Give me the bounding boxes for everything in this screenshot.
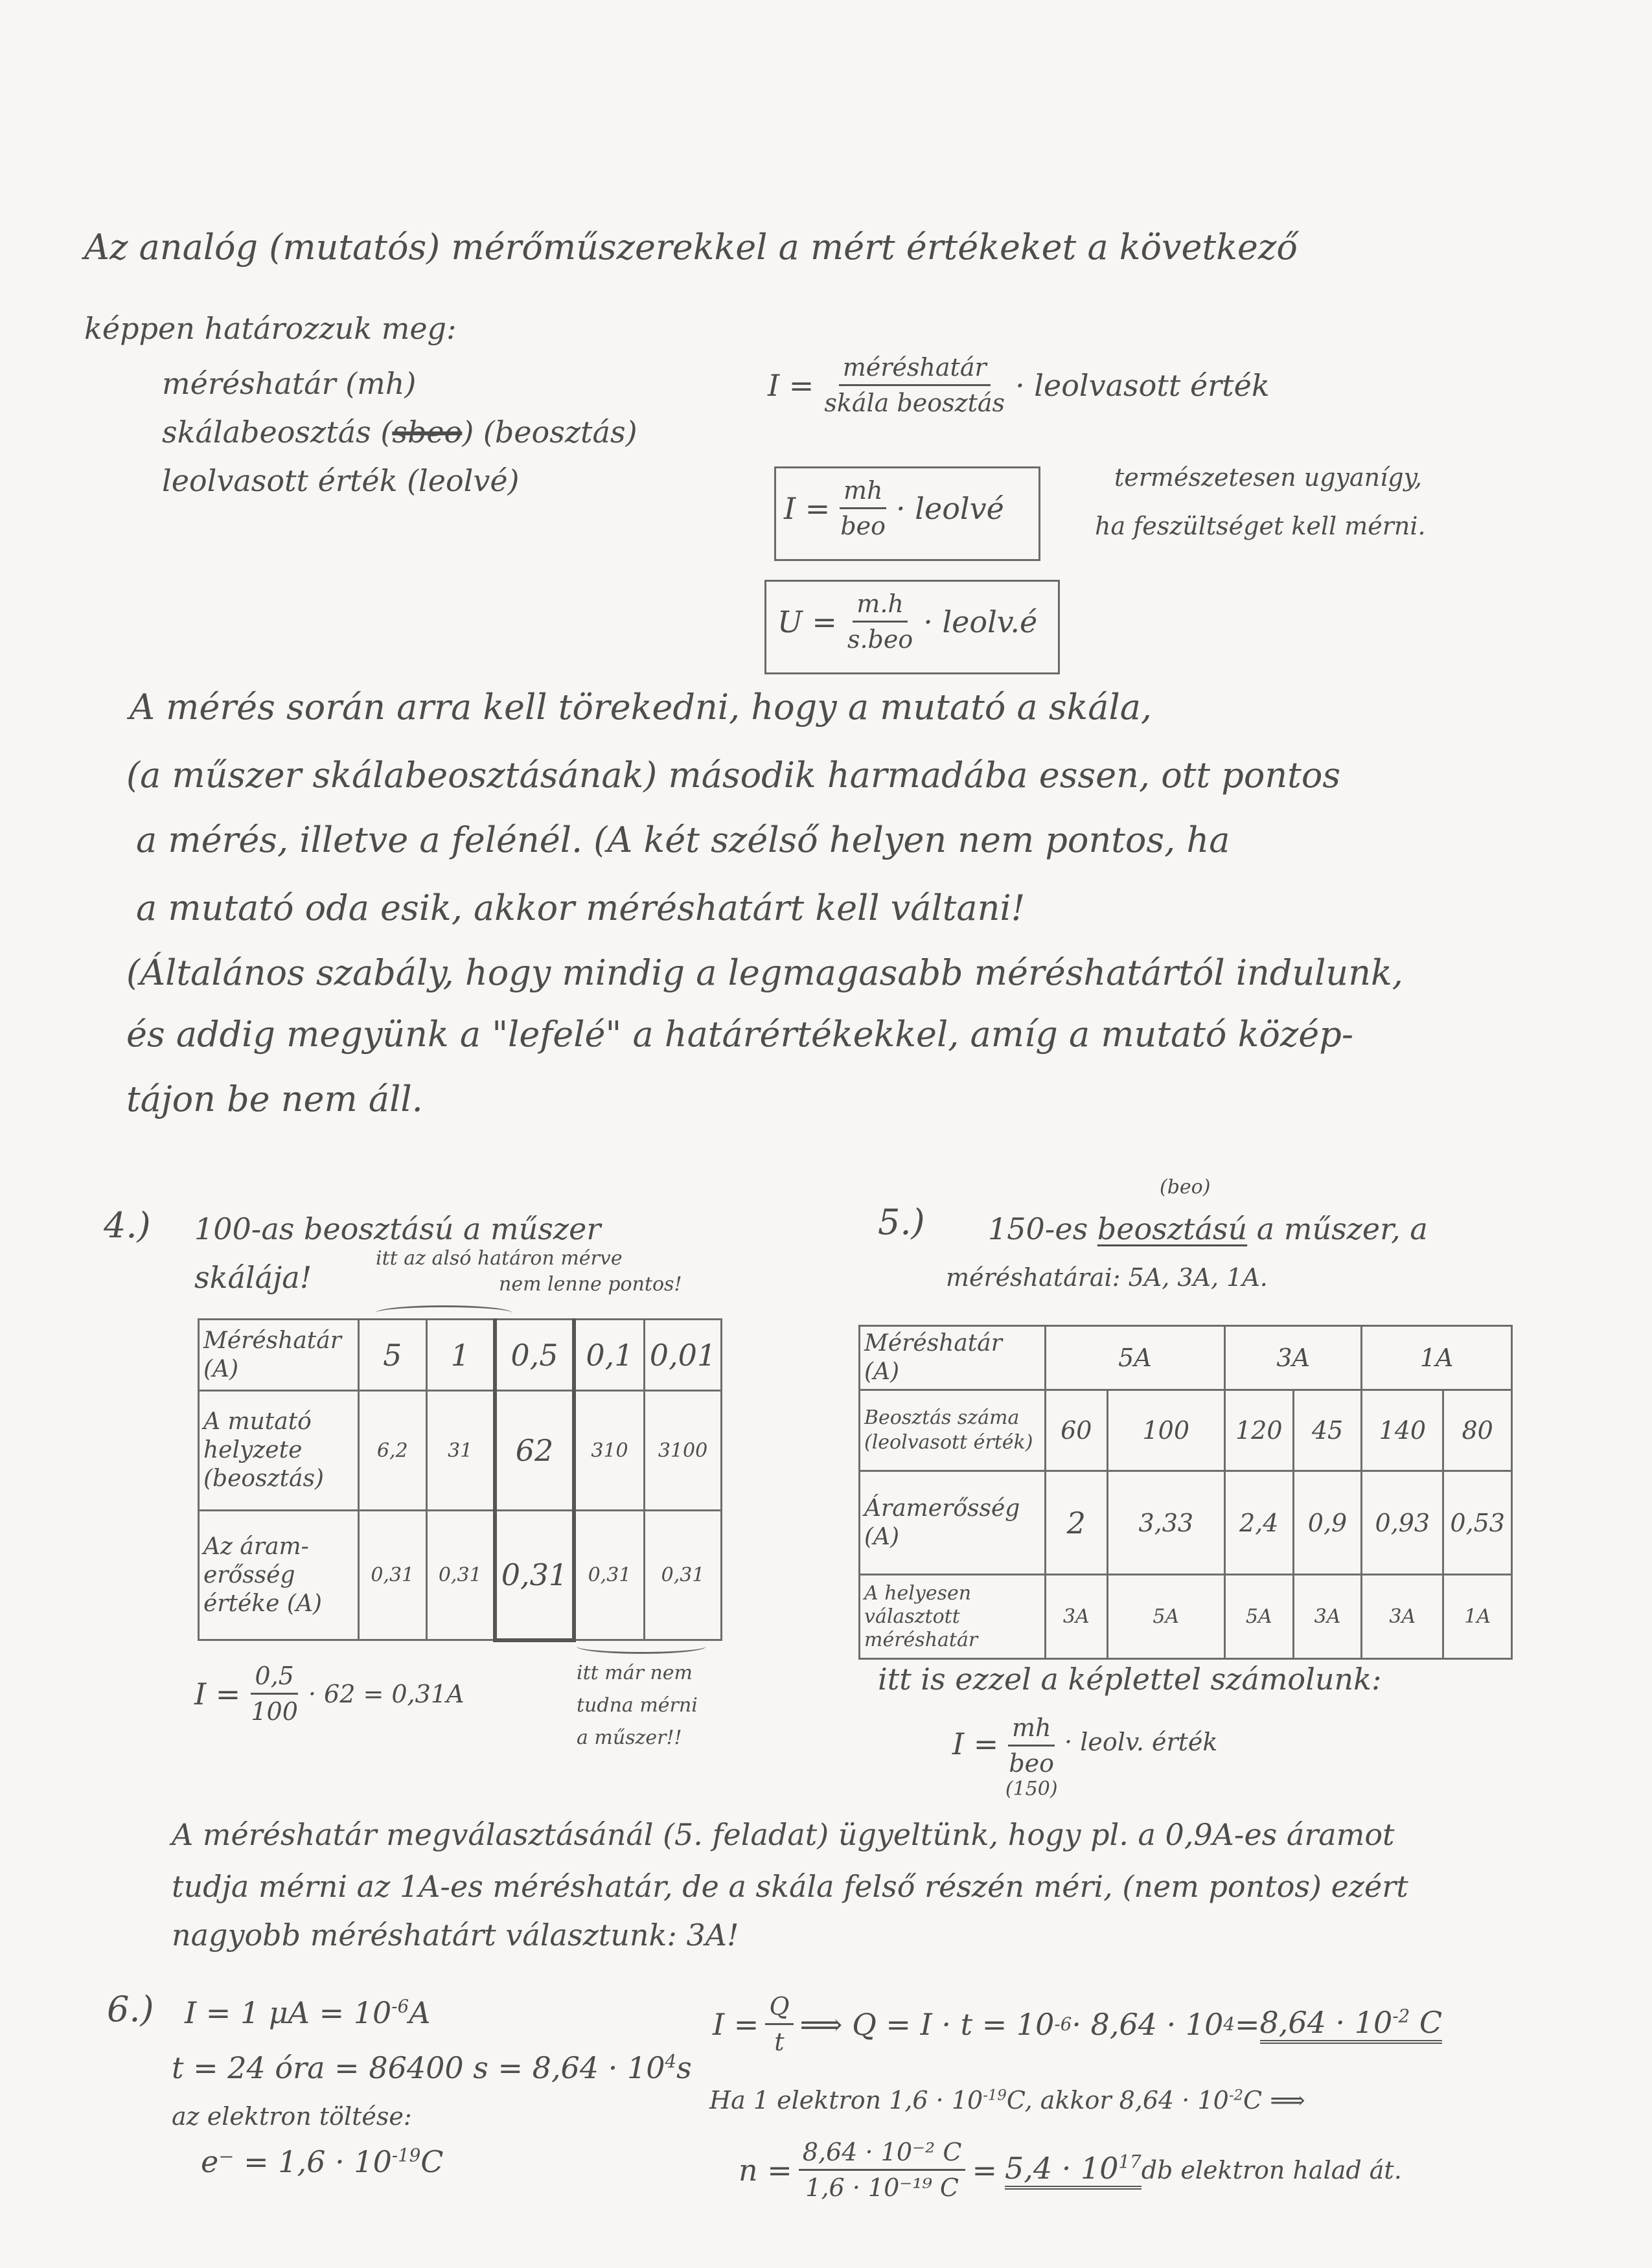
definition-range: méréshatár (mh) <box>162 366 417 401</box>
task4-note-bottom-3: a műszer!! <box>577 1726 682 1749</box>
task5-cell: 80 <box>1443 1390 1512 1471</box>
task5-cell: 3A <box>1293 1575 1362 1659</box>
current-formula-den: beo <box>840 512 886 540</box>
task5-title-2: méréshatárai: 5A, 3A, 1A. <box>946 1263 1268 1292</box>
task5-title-1b: a műszer, a <box>1247 1211 1428 1246</box>
task4-formula-rhs: · 62 = 0,31A <box>308 1679 465 1708</box>
task5-row1-label: Beosztás száma (leolvasott érték) <box>860 1390 1046 1471</box>
task5-row-range <box>860 1326 1512 1390</box>
task4-brace-bottom <box>577 1639 706 1654</box>
task4-header-cell-highlight: 0,5 <box>495 1320 574 1391</box>
task6-formula-count <box>739 2138 1402 2202</box>
task6-f1-c: · 8,64 · 10 <box>1072 2006 1224 2042</box>
task4-cell: 31 <box>426 1391 495 1511</box>
task4-number: 4.) <box>104 1205 151 1246</box>
task6-f3-res: 5,4 · 10 <box>1005 2150 1119 2186</box>
task6-g4: e⁻ = 1,6 · 10 <box>201 2144 392 2179</box>
definition-reading: leolvasott érték (leolvé) <box>162 463 520 498</box>
task6-f1-result <box>1260 2005 1443 2044</box>
task5-title-1 <box>988 1211 1428 1246</box>
rule-line-4: a mutató oda esik, akkor méréshatárt kell váltani! <box>136 888 1026 928</box>
task6-f2-exp2: -2 <box>1228 2087 1244 2104</box>
task4-cell: 0,31 <box>426 1511 495 1640</box>
task5-cell: 5A <box>1107 1575 1224 1659</box>
task5-cell: 3,33 <box>1107 1471 1224 1575</box>
task5-cell: 2,4 <box>1224 1471 1293 1575</box>
voltage-formula-num: m.h <box>853 590 908 623</box>
task5-group-1a: 1A <box>1362 1326 1512 1390</box>
task6-g2-exp: 4 <box>665 2050 677 2072</box>
task5-beo-note: (beo) <box>1160 1176 1211 1198</box>
task5-row-current <box>860 1471 1512 1575</box>
task5-number: 5.) <box>878 1202 925 1243</box>
selection-note-3: nagyobb méréshatárt választunk: 3A! <box>172 1918 739 1953</box>
definition-scale-b: ) (beosztás) <box>462 415 637 450</box>
task5-cell: 1A <box>1443 1575 1512 1659</box>
task4-header-cell: 1 <box>426 1320 495 1391</box>
task6-f3-lhs: n = <box>739 2152 792 2188</box>
task5-title-1u: beosztású <box>1097 1211 1248 1246</box>
task4-cell: 0,31 <box>574 1511 645 1640</box>
task6-f3-tail: db elektron halad át. <box>1141 2155 1402 2184</box>
task4-row-range <box>199 1320 722 1391</box>
task6-f3-num: 8,64 · 10⁻² C <box>799 2138 966 2171</box>
task6-f1-exp2: 4 <box>1223 2013 1235 2035</box>
task6-f1-exp1: -6 <box>1054 2013 1072 2035</box>
task5-cell: 120 <box>1224 1390 1293 1471</box>
intro-line-2: képpen határozzuk meg: <box>84 311 457 346</box>
task4-table <box>198 1318 722 1642</box>
task6-f3-result <box>1005 2151 1141 2190</box>
task5-cell: 45 <box>1293 1390 1362 1471</box>
task6-number: 6.) <box>107 1989 154 2030</box>
task4-title-1: 100-as beosztású a műszer <box>194 1211 601 1246</box>
task4-formula-num: 0,5 <box>251 1662 297 1695</box>
voltage-formula-rhs: · leolv.é <box>923 604 1038 639</box>
task5-row2-label: Áramerősség (A) <box>860 1471 1046 1575</box>
task6-g2-unit: s <box>676 2050 692 2085</box>
task6-f1-res-exp: -2 <box>1392 2005 1410 2027</box>
task6-given-current <box>185 1995 430 2030</box>
task5-formula-den2: (150) <box>1005 1778 1058 1800</box>
task5-cell: 3A <box>1045 1575 1107 1659</box>
task6-f2-b: C, akkor 8,64 · 10 <box>1006 2086 1229 2114</box>
task5-formula-lhs: I = <box>952 1726 999 1761</box>
task6-f3-eq: = <box>972 2152 997 2188</box>
task5-title-1a: 150-es <box>988 1211 1097 1246</box>
task6-g1: I = 1 μA = 10 <box>185 1995 392 2030</box>
task4-formula-lhs: I = <box>194 1676 241 1712</box>
general-formula <box>768 353 1270 417</box>
task4-note-bottom-2: tudna mérni <box>577 1694 698 1717</box>
task4-row-position <box>199 1391 722 1511</box>
task4-header-cell: 0,01 <box>645 1320 722 1391</box>
task4-header-cell: 5 <box>359 1320 427 1391</box>
task4-cell: 6,2 <box>359 1391 427 1511</box>
task4-header-label: Méréshatár (A) <box>199 1320 359 1391</box>
task6-f1-d: = <box>1234 2006 1260 2042</box>
task5-cell: 100 <box>1107 1390 1224 1471</box>
task5-col-head: Méréshatár (A) <box>860 1326 1046 1390</box>
task6-given-charge-label: az elektron töltése: <box>172 2102 412 2131</box>
task6-g1-exp: -6 <box>391 1995 409 2017</box>
task5-cell: 0,53 <box>1443 1471 1512 1575</box>
task6-g1-unit: A <box>409 1995 431 2030</box>
task4-cell: 0,31 <box>645 1511 722 1640</box>
task5-cell: 140 <box>1362 1390 1443 1471</box>
task5-row-reading <box>860 1390 1512 1471</box>
task4-row3-label: Az áram-erősség értéke (A) <box>199 1511 359 1640</box>
task4-note-bottom-1: itt már nem <box>577 1662 693 1684</box>
task5-row3-label: A helyesen választott méréshatár <box>860 1575 1046 1659</box>
voltage-formula <box>777 590 1037 654</box>
task5-group-5a: 5A <box>1045 1326 1224 1390</box>
task5-cell: 5A <box>1224 1575 1293 1659</box>
task6-electron-line <box>709 2086 1305 2114</box>
rule-line-2: (a műszer skálabeosztásának) második harmadába essen, ott pontos <box>126 755 1341 796</box>
task5-cell: 2 <box>1045 1471 1107 1575</box>
task6-f1-lhs: I = <box>713 2006 759 2042</box>
task6-f1-num: Q <box>765 1992 793 2025</box>
task5-formula-rhs: · leolv. érték <box>1064 1728 1218 1756</box>
task5-group-3a: 3A <box>1224 1326 1361 1390</box>
voltage-formula-den: s.beo <box>847 625 913 654</box>
task6-f3-res-exp: 17 <box>1118 2151 1141 2173</box>
task6-given-time <box>172 2050 692 2085</box>
task5-cell: 0,9 <box>1293 1471 1362 1575</box>
intro-line-1: Az analóg (mutatós) mérőműszerekkel a mért értékeket a következő <box>84 227 1298 268</box>
task4-note-top-1: itt az alsó határon mérve <box>376 1247 623 1270</box>
current-formula <box>784 476 1004 540</box>
rule-line-6: és addig megyünk a "lefelé" a határértékekkel, amíg a mutató közép- <box>126 1014 1354 1055</box>
task4-note-top-2: nem lenne pontos! <box>499 1273 682 1296</box>
current-formula-lhs: I = <box>784 490 831 526</box>
task6-f1-res: 8,64 · 10 <box>1259 2004 1393 2040</box>
task4-cell: 310 <box>574 1391 645 1511</box>
task6-f2-c: C ⟹ <box>1243 2086 1305 2114</box>
task4-header-cell: 0,1 <box>574 1320 645 1391</box>
selection-note-2: tudja mérni az 1A-es méréshatár, de a skála felső részén méri, (nem pontos) ezért <box>172 1869 1408 1904</box>
task5-cell: 3A <box>1362 1575 1443 1659</box>
task6-f2-exp1: -19 <box>983 2087 1007 2104</box>
note-voltage-1: természetesen ugyanígy, <box>1114 463 1423 492</box>
task5-cell: 60 <box>1045 1390 1107 1471</box>
general-formula-den: skála beosztás <box>824 389 1005 417</box>
current-formula-num: mh <box>840 476 887 509</box>
current-formula-rhs: · leolvé <box>896 490 1004 526</box>
task5-cell: 0,93 <box>1362 1471 1443 1575</box>
task4-cell: 0,31 <box>359 1511 427 1640</box>
task4-formula-den: 100 <box>251 1697 298 1726</box>
task6-g4-unit: C <box>420 2144 444 2179</box>
task5-table <box>858 1325 1513 1660</box>
task6-given-charge <box>201 2144 444 2179</box>
rule-line-3: a mérés, illetve a felénél. (A két szélső helyen nem pontos, ha <box>136 819 1230 860</box>
definition-scale <box>162 415 637 450</box>
task5-formula-den: beo <box>1009 1749 1055 1778</box>
rule-line-1: A mérés során arra kell törekedni, hogy a mutató a skála, <box>130 687 1153 727</box>
task6-f3-den: 1,6 · 10⁻¹⁹ C <box>805 2173 959 2202</box>
definition-scale-struck: sbeo <box>392 415 463 450</box>
task6-f1-den: t <box>774 2028 785 2056</box>
task6-f1-b: ⟹ Q = I · t = 10 <box>799 2006 1055 2042</box>
rule-line-5: (Általános szabály, hogy mindig a legmagasabb méréshatártól indulunk, <box>126 952 1403 993</box>
task4-row2-label: A mutató helyzete (beosztás) <box>199 1391 359 1511</box>
task6-formula-charge <box>713 1992 1442 2056</box>
task5-note: itt is ezzel a képlettel számolunk: <box>878 1662 1382 1697</box>
voltage-formula-lhs: U = <box>777 604 837 639</box>
selection-note-1: A méréshatár megválasztásánál (5. feladat) ügyeltünk, hogy pl. a 0,9A-es áramot <box>172 1817 1395 1852</box>
general-formula-lhs: I = <box>768 367 814 403</box>
task4-row-current <box>199 1511 722 1640</box>
task4-title-2: skálája! <box>194 1260 312 1295</box>
task4-cell: 3100 <box>645 1391 722 1511</box>
task4-cell-highlight: 62 <box>495 1391 574 1511</box>
general-formula-num: méréshatár <box>839 353 991 386</box>
task6-f1-res-unit: C <box>1410 2004 1443 2040</box>
task6-g4-exp: -19 <box>391 2144 421 2166</box>
rule-line-7: tájon be nem áll. <box>126 1079 423 1119</box>
task5-row-selected <box>860 1575 1512 1659</box>
task5-formula-num: mh <box>1008 1713 1055 1747</box>
note-voltage-2: ha feszültséget kell mérni. <box>1095 512 1426 540</box>
task4-cell-highlight: 0,31 <box>495 1511 574 1640</box>
task6-g2: t = 24 óra = 86400 s = 8,64 · 10 <box>172 2050 665 2085</box>
task5-formula <box>952 1713 1217 1800</box>
general-formula-rhs: · leolvasott érték <box>1015 367 1270 403</box>
task4-formula <box>194 1662 464 1726</box>
definition-scale-a: skálabeosztás ( <box>162 415 393 450</box>
task6-f2-a: Ha 1 elektron 1,6 · 10 <box>709 2086 983 2114</box>
